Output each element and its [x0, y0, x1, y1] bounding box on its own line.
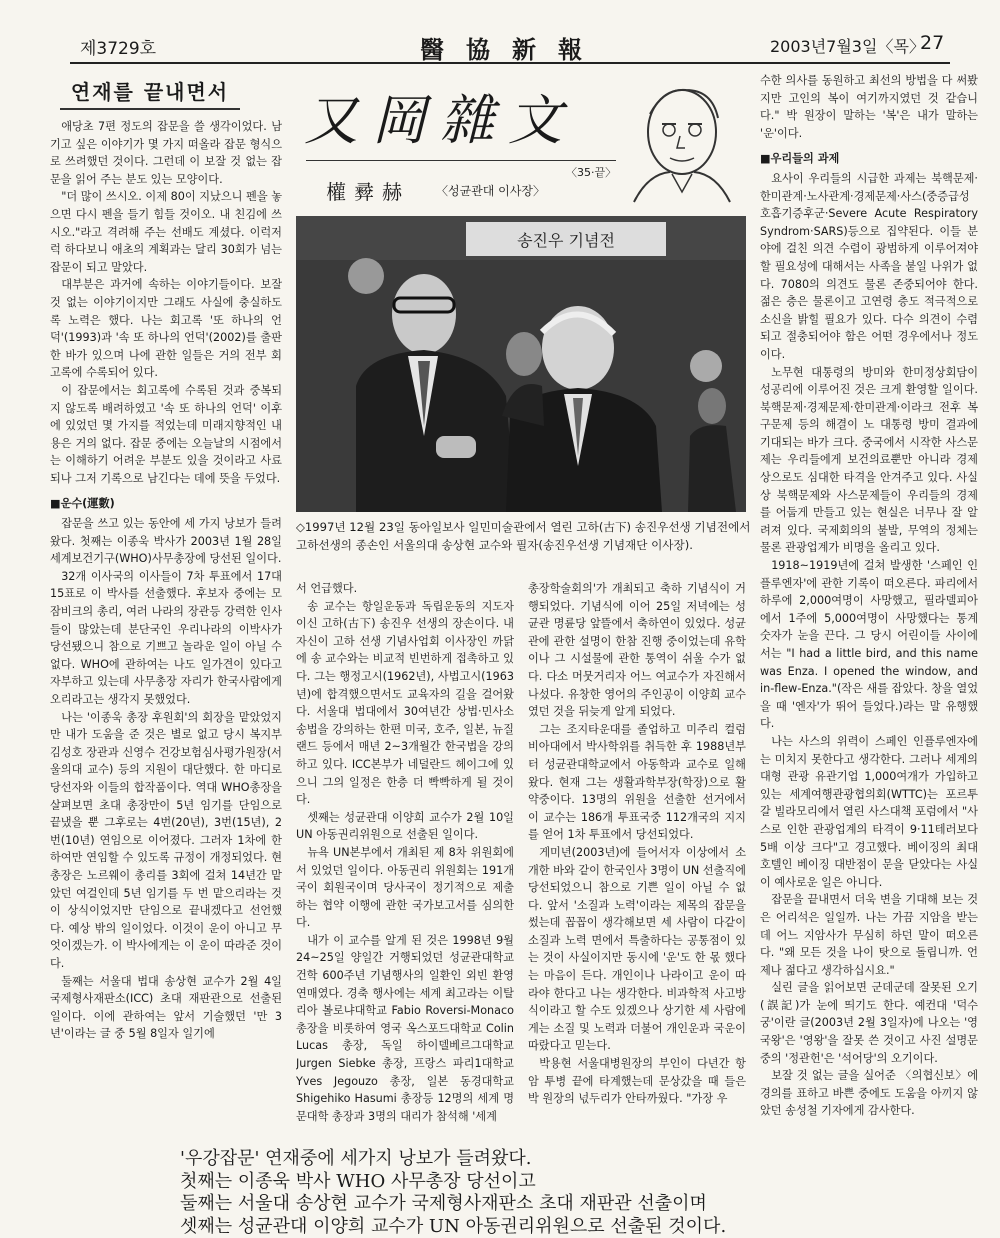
paragraph: 나는 사스의 위력이 스페인 인플루엔자에는 미치지 못한다고 생각한다. 그러나 세계의 대형 관광 유관기업 1,000여개가 가입하고 있는 세계여행관광협의회(WTTC)는 포르투갈 빌라모리에서 열린 사스대책 포럼에서 "사스로 인한 관광업계의 타격이 9·11테러보다 5배 이상 크다"고 경고했다. 베이징의 최대 호텔인 베이징 대반점이 문을 닫았다는 사실이 예사로운 일은 아니다.: [760, 733, 978, 891]
paragraph: 뉴욕 UN본부에서 개최된 제 8차 위원회에서 있었던 일이다. 아동권리 위원회는 191개국이 회원국이며 당사국이 정기적으로 제출하는 협약 이행에 관한 국가보고서를 심의한다.: [296, 844, 514, 932]
paragraph: 이 잡문에서는 회고록에 수록된 것과 중복되지 않도록 배려하였고 '속 또 하나의 언덕' 이후에 있었던 몇 가지를 적었는데 미래지향적인 내용은 거의 없다. 잡문 중에는 오늘날의 시점에서는 이해하기 어려운 부분도 있을 것이라고 사료되나 그저 기록으로 남긴다는 데에 뜻을 두었다.: [50, 382, 282, 488]
paragraph: 나는 '이종욱 총장 후원회'의 회장을 맡았었지만 내가 도움을 준 것은 별로 없고 당시 복지부 김성호 장관과 신영수 건강보험심사평가원장(서울의대 교수) 등의 지원이 대단했다. 한 마디로 당선자와 이들의 합작품이다. 역대 WHO총장을 살펴보면 초대 총장만이 5년 임기를 단임으로 끝냈을 뿐 그후로는 4번(20년), 3번(15년), 2번(10년) 연임으로 이어졌다. 그러자 1차에 한하여만 연임할 수 있도록 규정이 개정되었다. 현총장은 노르웨이 총리를 3회에 걸쳐 14년간 맡았던 여걸인데 5년 임기를 두 번 맡으리라는 것이 상식이었지만 단임으로 끝내겠다고 선언했다. 예상 밖의 일이었다. 이것이 운이 아니고 무엇이겠는가. 이 박사에게는 이 운이 따라준 것이다.: [50, 709, 282, 973]
event-photo: [296, 216, 746, 512]
summary-line: 셋째는 성균관대 이양희 교수가 UN 아동권리위원으로 선출된 것이다.: [180, 1216, 980, 1238]
paragraph: 노무현 대통령의 방미와 한미정상회담이 성공리에 이루어진 것은 크게 환영할 일이다. 북핵문제·경제문제·한미관계·이라크 전후 복구문제 등의 해결이 노 대통령 방미 결과에 기대되는 바가 크다. 중국에서 시작한 사스문제는 우리들에게 보건의료뿐만 아니라 경제상으로도 심대한 타격을 안겨주고 있다. 사실상 북핵문제와 사스문제들이 우리들의 경제를 어둡게 만들고 있는 현실은 너무나 잘 알려져 있다. 국제회의의 불발, 무역의 정체는 물론 관광업계가 비명을 올리고 있다.: [760, 364, 978, 558]
subheading: ■우리들의 과제: [760, 150, 978, 168]
issue-date: 2003년7월3일〈목〉: [770, 34, 925, 57]
paragraph: 애당초 7편 정도의 잡문을 쓸 생각이었다. 남기고 싶은 이야기가 몇 가지 떠올라 잡문 형식으로 쓰려했던 것이다. 그런데 이 보잘 것 없는 잡문을 읽어 주는 분도 있는 모양이다.: [50, 118, 282, 188]
paragraph: 보잘 것 없는 글을 실어준 〈의협신보〉에 경의를 표하고 바쁜 중에도 도움을 아끼지 않았던 송성철 기자에게 감사한다.: [760, 1067, 978, 1120]
paragraph: 그는 조지타운대를 졸업하고 미주리 컬럼비아대에서 박사학위를 취득한 후 1988년부터 성균관대학교에서 아동학과 교수로 일해왔다. 현재 그는 생활과학부장(학장)으로 활약중이다. 13명의 위원을 선출한 선거에서 이 교수는 186개 투표국중 112개국의 지지를 얻어 1차 투표에서 당선되었다.: [528, 721, 746, 844]
paragraph: 셋째는 성균관대 이양희 교수가 2월 10일 UN 아동권리위원으로 선출된 일이다.: [296, 809, 514, 844]
page-header: [70, 28, 950, 64]
author-name: 權彛赫: [326, 176, 410, 205]
paragraph: 1918~1919년에 걸쳐 발생한 '스페인 인플루엔자'에 관한 기록이 떠오른다. 파리에서 하루에 2,000여명이 사망했고, 필라델피아에서 1주에 5,000여명이 사망했다는 통계 숫자가 눈을 끈다. 그 당시 어린이들 사이에서는 "I had a little bird, and this name was Enza. I opened the window, and in-flew-Enza."(작은 새를 잡았다. 창을 열었을 때 '엔자'가 뛰어 들었다.)라는 말 유행했다.: [760, 557, 978, 733]
paragraph: 박용현 서울대병원장의 부인이 다년간 항암 투병 끝에 타계했는데 문상갔을 때 들은 박 원장의 넋두리가 안타까웠다. "가장 우: [528, 1055, 746, 1108]
series-label: 연재를 끝내면서: [60, 76, 240, 110]
photo-caption: ◇1997년 12월 23일 동아일보사 일민미술관에서 열린 고하(古下) 송진우선생 기념전에서 고하선생의 종손인 서울의대 송상현 교수와 필자(송진우선생 기념재단 이사장).: [296, 518, 756, 554]
summary-line: 첫째는 이종욱 박사 WHO 사무총장 당선이고: [180, 1171, 980, 1194]
paragraph: 잡문을 끝내면서 더욱 변을 기대해 보는 것은 어리석은 일일까. 나는 가끔 지암을 받는데 어느 지암사가 무심히 하던 말이 떠오른다. "왜 모든 것을 나이 탓으로 돌립니까. 언제나 젊다고 생각하십시요.": [760, 891, 978, 979]
paragraph: 잡문을 쓰고 있는 동안에 세 가지 낭보가 들려왔다. 첫째는 이종욱 박사가 2003년 1월 28일 세계보건기구(WHO)사무총장에 당선된 일이다.: [50, 515, 282, 568]
title-rule: [306, 160, 616, 161]
paragraph: 실린 글을 읽어보면 군데군데 잘못된 오기(誤記)가 눈에 띄기도 한다. 예컨대 '덕수궁'이란 글(2003년 2월 3일자)에 나오는 '영국왕'은 '영왕'을 잘못 쓴 것이고 사진 설명문 중의 '정관헌'은 '석어당'의 오기이다.: [760, 979, 978, 1067]
paragraph: 송 교수는 항일운동과 독립운동의 지도자이신 고하(古下) 송진우 선생의 장손이다. 내 자신이 고하 선생 기념사업회 이사장인 까닭에 송 교수와는 비교적 빈번하게 접촉하고 있다. 그는 행정고시(1962년), 사법고시(1963년)에 합격했으면서도 교육자의 길을 걸어왔다. 서울대 법대에서 30여년간 상법·민사소송법을 강의하는 한편 미국, 호주, 일본, 뉴질랜드 등에서 매년 2~3개월간 한국법을 강의하고 있다. ICC본부가 네덜란드 헤이그에 있으니 그의 일정은 한층 더 빡빡하게 될 것이다.: [296, 598, 514, 809]
page-number: 27: [920, 32, 944, 54]
subheading: ■운수(運數): [50, 495, 282, 513]
masthead: 醫協新報: [420, 30, 604, 65]
paragraph: 게미년(2003년)에 들어서자 이상에서 소개한 바와 같이 한국인사 3명이 UN 선출직에 당선되었으니 참으로 기쁜 일이 아닐 수 없다. 앞서 '소질과 노력'이라는 제목의 잡문을 썼는데 꼽꼽이 생각해보면 세 사람이 다같이 소질과 노력 면에서 특출하다는 공통점이 있는 것이 사실이지만 동시에 '운'도 한 몫 했다는 마음이 든다. 개인이나 나라이고 운이 따라야 한다고 나는 생각한다. 비과학적 사고방식이라고 할 수도 있겠으나 상기한 세 사람에게는 소질 및 노력과 더불어 개인운과 국운이 따랐다고 믿는다.: [528, 844, 746, 1055]
handwritten-summary: [180, 1148, 980, 1238]
article-column-3: [528, 580, 746, 1140]
paragraph: 내가 이 교수를 알게 된 것은 1998년 9월 24~25일 양일간 거행되었던 성균관대학교 건학 600주년 기념행사의 일환인 외빈 환영 연매였다. 경축 행사에는 세계 최고라는 이탈리아 볼로냐대학교 Fabio Roversi-Monaco 총장을 비롯하여 영국 옥스포드대학교 Colin Lucas 총장, 독일 하이델베르그대학교 Jurgen Siebke 총장, 프랑스 파리1대학교 Yves Jegouzo 총장, 일본 동경대학교 Shigehiko Hasumi 총장등 12명의 세계 명문대학 총장과 3명의 대리가 참석해 '세계: [296, 932, 514, 1126]
article-column-1: [50, 118, 282, 1140]
summary-line: 둘째는 서울대 송상현 교수가 국제형사재판소 초대 재판관 선출이며: [180, 1193, 980, 1216]
event-photo-image: [296, 216, 746, 512]
author-portrait-sketch: [614, 74, 744, 204]
article-title-block: [296, 74, 746, 206]
article-title: 又岡雜文: [304, 78, 576, 155]
photo-banner-text: 송진우 기념전: [517, 231, 615, 250]
issue-number: 제3729호: [80, 34, 156, 59]
paragraph: 총장학술회의'가 개최되고 축하 기념식이 거행되었다. 기념식에 이어 25일 저녁에는 성균관 명륜당 앞뜰에서 축하연이 있었다. 성균관에 관한 설명이 한참 진행 중이었는데 유학이나 그 시설물에 관한 통역이 쉬울 수가 없다. 다소 머뭇거리자 어느 여교수가 자진해서 나섰다. 유창한 영어의 주인공이 이양희 교수였던 것을 뒤늦게 알게 되었다.: [528, 580, 746, 721]
paragraph: 수한 의사를 동원하고 최선의 방법을 다 써봤지만 고인의 복이 여기까지였던 것 같습니다." 박 원장이 말하는 '복'은 내가 말하는 '운'이다.: [760, 72, 978, 142]
author-title: 〈성균관대 이사장〉: [436, 182, 545, 199]
paragraph: 둘째는 서울대 법대 송상현 교수가 2월 4일 국제형사재판소(ICC) 초대 재판관으로 선출된 일이다. 이에 관하여는 앞서 기술했던 '만 3년'이라는 글 중 5월 8일자 일기에: [50, 973, 282, 1043]
paragraph: 대부분은 과거에 속하는 이야기들이다. 보잘 것 없는 이야기이지만 그래도 사실에 충실하도록 노력은 했다. 나는 회고록 '또 하나의 언덕'(1993)과 '속 또 하나의 언덕'(2002)를 출판한 바가 있으며 나에 관한 일들은 거의 전부 회고록에 수록되어 있다.: [50, 276, 282, 382]
article-column-2: [296, 580, 514, 1140]
paragraph: 요사이 우리들의 시급한 과제는 북핵문제·한미관계·노사관계·경제문제·사스(중증급성호흡기증후군·Severe Acute Respiratory Syndrom·SARS)등으로 집약된다. 이들 분야에 걸친 의견 수렴이 광범하게 이루어져야 할 필요성에 대해서는 사족을 붙일 나위가 없다. 7080의 의견도 물론 존중되어야 한다. 젊은 층은 물론이고 고연령 층도 적극적으로 소신을 밝힐 필요가 있다. 다수 의견이 수렴되고 절충되어야 함은 어떤 경우에서나 정도이다.: [760, 170, 978, 364]
paragraph: 32개 이사국의 이사들이 7차 투표에서 17대 15표로 이 박사를 선출했다. 후보자 중에는 모잠비크의 총리, 여러 나라의 장관등 강력한 인사들이 많았는데 분단국인 우리나라의 이박사가 당선됐으니 참으로 기쁘고 놀라운 일이 아닐 수 없다. WHO에 관하여는 나도 일가견이 있다고 자부하고 있는데 사무총장 자리가 한국사람에게 오리라고는 생각지 못했었다.: [50, 568, 282, 709]
summary-line: '우강잡문' 연재중에 세가지 낭보가 들려왔다.: [180, 1148, 980, 1171]
series-number: 〈35·끝〉: [566, 164, 616, 180]
paragraph: 서 언급했다.: [296, 580, 514, 598]
paragraph: "더 많이 쓰시오. 이제 80이 지났으니 펜을 놓으면 다시 펜을 들기 힘들 것이오. 내 친김에 쓰시오."라고 격려해 주는 선배도 계셨다. 이럭저럭 하다보니 애초의 계획과는 달리 30회가 넘는 잡문이 되고 말았다.: [50, 188, 282, 276]
article-column-4: [760, 72, 978, 1140]
